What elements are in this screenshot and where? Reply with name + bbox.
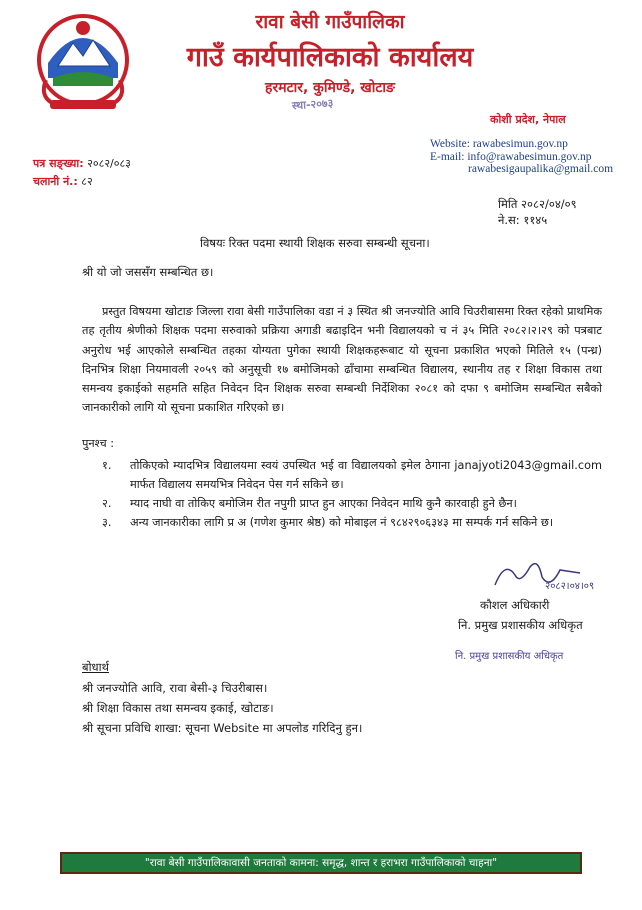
cc-heading: बोधार्थ (82, 660, 109, 674)
chalani-label: चलानी नं.: (33, 175, 78, 188)
date-block (498, 196, 577, 228)
signatory-stamp: नि. प्रमुख प्रशासकीय अधिकृत (455, 651, 564, 662)
cc-item: श्री जनज्योति आवि, रावा बेसी-३ चिउरीबास। (82, 681, 268, 695)
notes-list (102, 456, 602, 532)
postscript-label: पुनश्च : (82, 437, 115, 450)
letter-date: मिति २०८२/०४/०९ (498, 197, 577, 211)
establishment-stamp: स्था-२०७३ (291, 96, 334, 113)
signatory-name: कौशल अधिकारी (480, 598, 550, 612)
office-name: गाउँ कार्यपालिकाको कार्यालय (186, 42, 474, 73)
signature-scribble (490, 555, 600, 595)
office-address: हरमटार, कुमिण्डे, खोटाङ (265, 80, 395, 96)
patra-value: २०८२/०८३ (87, 157, 131, 170)
list-text: तोकिएको म्यादभित्र विद्यालयमा स्वयं उपस्थित भई वा विद्यालयको इमेल ठेगाना janajyoti2043@gmail.com मार्फत विद्यालय समयभित्र निवेदन पेस गर्न सकिने छ। (130, 459, 602, 491)
nepal-emblem-icon (28, 8, 138, 118)
list-item (102, 494, 602, 513)
subject-line: विषयः रिक्त पदमा स्थायी शिक्षक सरुवा सम्बन्धी सूचना। (200, 236, 430, 250)
list-text: अन्य जानकारीका लागि प्र अ (गणेश कुमार श्रेष्ठ) को मोबाइल नं ९८४२९०६३४३ मा सम्पर्क गर्न सकिने छ। (130, 516, 554, 529)
list-item (102, 513, 602, 532)
footer-slogan: "रावा बेसी गाउँपालिकावासी जनताको कामना: समृद्ध, शान्त र हराभरा गाउँपालिकाको चाहना" (144, 857, 498, 869)
email-text-2: rawabesigaupalika@gmail.com (468, 163, 614, 175)
list-number: १. (102, 459, 112, 472)
cc-list (82, 678, 362, 738)
body-paragraph: प्रस्तुत विषयमा खोटाङ जिल्ला रावा बेसी गाउँपालिका वडा नं ३ स्थित श्री जनज्योति आवि चिउरीबासमा रिक्त रहेको प्राथमिक तह तृतीय श्रेणीको शिक्षक पदमा सरुवाको प्रक्रिया अगाडी बढाइदिन भनी विद्यालयको च नं ३५ मिति २०८२।२।२९ को पत्रबाट अनुरोध भई आएकोले सम्बन्धित तहका योग्यता पुगेका स्थायी शिक्षकहरूबाट यो सूचना प्रकाशित भएको मितिले १५ (पन्ध्र) दिनभित्र शिक्षा नियमावली २०५९ को अनुसूची १७ बमोजिमको ढाँचामा सम्बन्धित विद्यालय, स्थानीय तह र शिक्षा विकास तथा समन्वय इकाईको सहमति सहित निवेदन दिन शिक्षक सरुवा सम्बन्धी निर्देशिका २०८१ को दफा ९ बमोजिम सम्बन्धित सबैको जानकारीको लागि यो सूचना प्रकाशित गरिएको छ। (82, 305, 602, 415)
ne-sa-number: ने.स: ११४५ (498, 213, 548, 227)
list-text: म्याद नाघी वा तोकिए बमोजिम रीत नपुगी प्राप्त हुन आएका निवेदन माथि कुनै कारवाही हुने छैन। (130, 497, 517, 510)
cc-item: श्री सूचना प्रविधि शाखा: सूचना Website मा अपलोड गरिदिनु हुन। (82, 721, 363, 735)
list-number: २. (102, 497, 112, 510)
contact-block (430, 138, 613, 176)
footer-banner (60, 852, 582, 874)
website-text: Website: rawabesimun.gov.np (430, 138, 568, 150)
reference-block (33, 156, 131, 189)
chalani-value: ८२ (81, 175, 93, 188)
salutation: श्री यो जो जससँग सम्बन्धित छ। (82, 265, 214, 279)
signatory-title: नि. प्रमुख प्रशासकीय अधिकृत (458, 618, 583, 632)
signature-date: २०८२।०४।०९ (545, 581, 595, 592)
patra-label: पत्र सङ्ख्या: (33, 157, 84, 170)
municipality-name: रावा बेसी गाउँपालिका (255, 11, 405, 33)
list-item (102, 456, 602, 494)
list-number: ३. (102, 516, 112, 529)
email-text: E-mail: info@rawabesimun.gov.np (430, 150, 592, 163)
province-label: कोशी प्रदेश, नेपाल (490, 113, 566, 126)
cc-item: श्री शिक्षा विकास तथा समन्वय इकाई, खोटाङ। (82, 701, 274, 715)
